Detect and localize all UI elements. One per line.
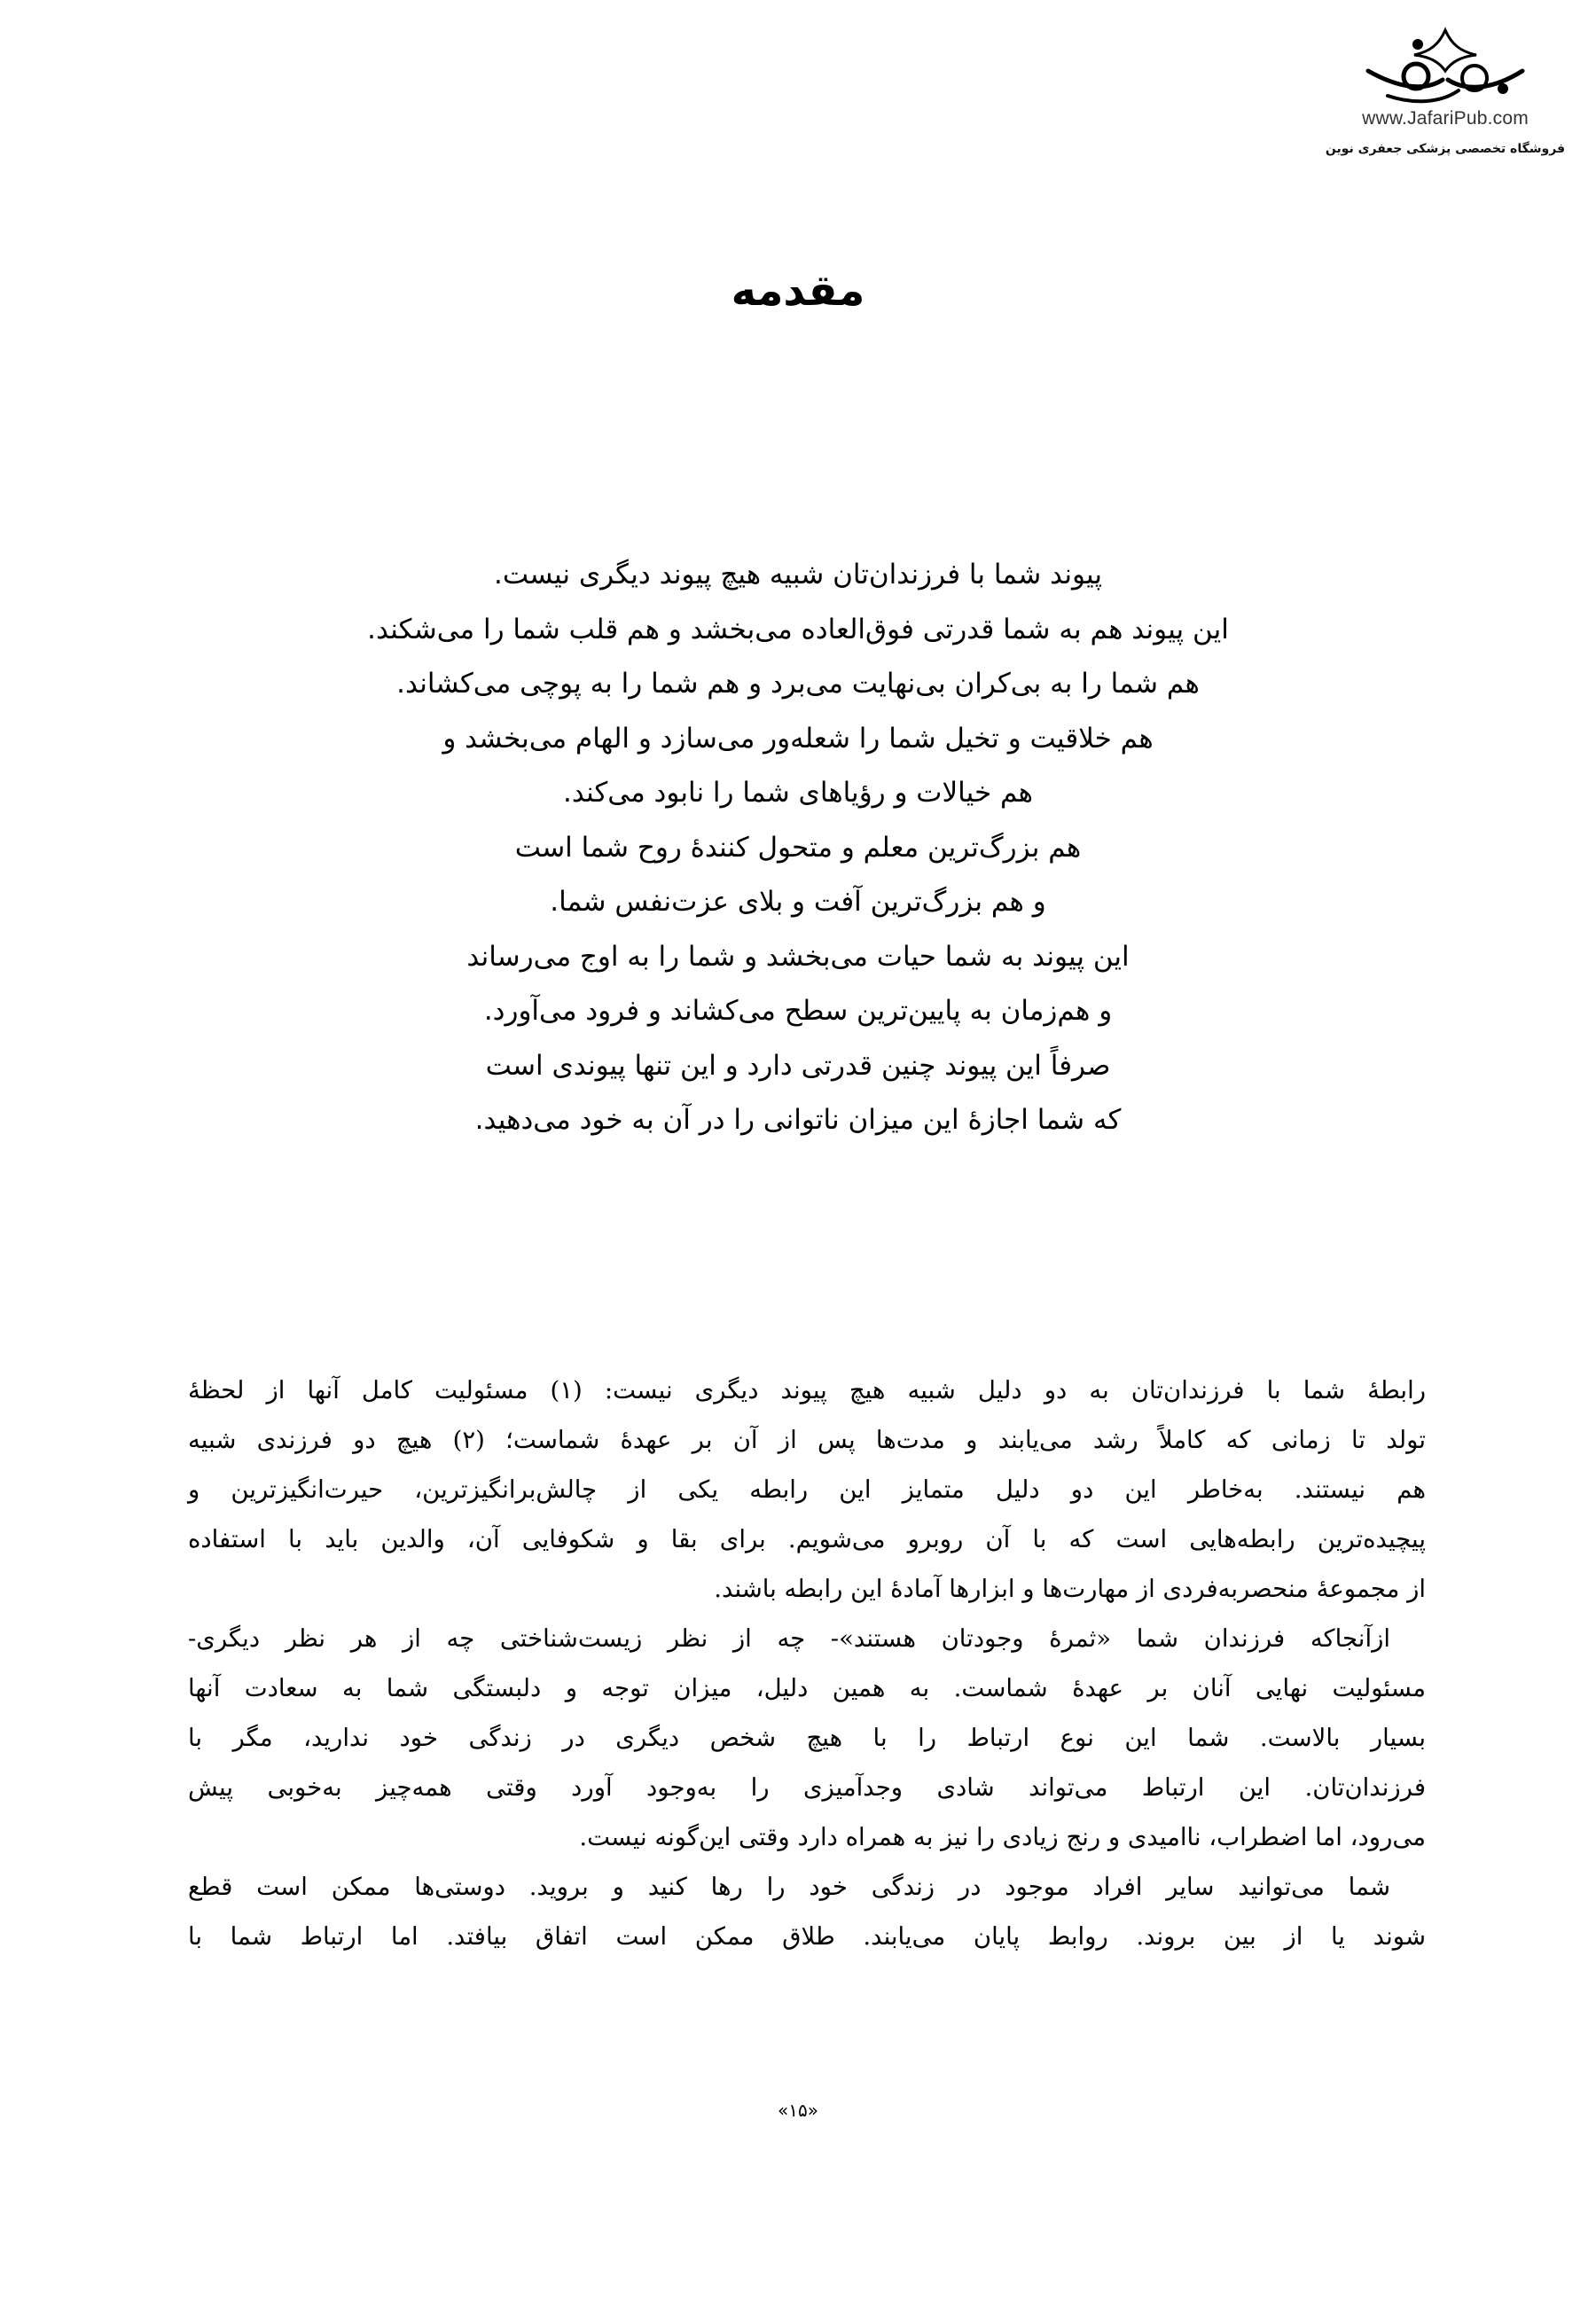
publisher-tagline: فروشگاه تخصصی پزشکی جعفری نوین (1325, 142, 1566, 156)
poem-line: هم بزرگ‌ترین معلم و متحول کنندهٔ روح شما است (514, 831, 1082, 864)
poem-line: که شما اجازهٔ این میزان ناتوانی را در آن به خود می‌دهید. (474, 1104, 1122, 1136)
page-number: «۱۵» (778, 2100, 818, 2121)
paragraph-line: می‌رود، اما اضطراب، ناامیدی و رنج زیادی را نیز به همراه دارد وقتی این‌گونه نیست. (579, 1823, 1426, 1851)
paragraph-line: پیچیده‌ترین رابطه‌هایی است که با آن روبرو می‌شویم. برای بقا و شکوفایی آن، والدین باید با استفاده (188, 1525, 1426, 1553)
poem-line: هم شما را به بی‌کران بی‌نهایت می‌برد و هم شما را به پوچی می‌کشاند. (396, 668, 1200, 700)
paragraph-line: رابطهٔ شما با فرزندان‌تان به دو دلیل شبیه هیچ پیوند دیگری نیست: (۱) مسئولیت کامل آنها از لحظهٔ (188, 1376, 1426, 1404)
body-text (188, 1365, 1426, 1961)
chapter-title: مقدمه (731, 266, 865, 316)
paragraph-line: شما می‌توانید سایر افراد موجود در زندگی خود را رها کنید و بروید. دوستی‌ها ممکن است قطع (188, 1873, 1390, 1901)
paragraph-line: ازآنجاکه فرزندان شما «ثمرهٔ وجودتان هستند»- چه از نظر زیست‌شناختی چه از هر نظر دیگری- (188, 1624, 1390, 1653)
jafari-logo-mark-icon (1361, 25, 1530, 106)
publisher-logo (1312, 25, 1578, 156)
paragraph-line: مسئولیت نهایی آنان بر عهدهٔ شماست. به همین دلیل، میزان توجه و دلبستگی شما به سعادت آنها (188, 1674, 1426, 1702)
paragraph-line: شوند یا از بین بروند. روابط پایان می‌یابند. طلاق ممکن است اتفاق بیافتد. اما ارتباط شما با (188, 1922, 1426, 1951)
poem-line: صرفاً این پیوند چنین قدرتی دارد و این تنها پیوندی است (485, 1049, 1111, 1082)
poem-line: این پیوند به شما حیات می‌بخشد و شما را به اوج می‌رساند (466, 940, 1130, 973)
epigraph-poem (266, 548, 1330, 1148)
paragraph-line: بسیار بالاست. شما این نوع ارتباط را با هیچ شخص دیگری در زندگی خود ندارید، مگر با (188, 1724, 1426, 1752)
poem-line: و هم‌زمان به پایین‌ترین سطح می‌کشاند و فرود می‌آورد. (483, 995, 1113, 1027)
paragraph-line: تولد تا زمانی که کاملاً رشد می‌یابند و مدت‌ها پس از آن بر عهدهٔ شماست؛ (۲) هیچ دو فرزندی شبیه (188, 1426, 1426, 1454)
poem-line: هم خلاقیت و تخیل شما را شعله‌ور می‌سازد و الهام می‌بخشد و (442, 722, 1154, 755)
paragraph-line: از مجموعهٔ منحصربه‌فردی از مهارت‌ها و ابزارها آمادهٔ این رابطه باشند. (714, 1575, 1426, 1603)
paragraph-line: فرزندان‌تان. این ارتباط می‌تواند شادی وجدآمیزی را به‌وجود آورد وقتی همه‌چیز به‌خوبی پیش (188, 1773, 1426, 1802)
poem-line: هم خیالات و رؤیاهای شما را نابود می‌کند. (563, 777, 1033, 809)
paragraph-line: هم نیستند. به‌خاطر این دو دلیل متمایز این رابطه یکی از چالش‌برانگیزترین، حیرت‌انگیزترین و (188, 1475, 1426, 1504)
poem-line: و هم بزرگ‌ترین آفت و بلای عزت‌نفس شما. (550, 886, 1046, 918)
poem-line: این پیوند هم به شما قدرتی فوق‌العاده می‌بخشد و هم قلب شما را می‌شکند. (367, 613, 1229, 645)
poem-line: پیوند شما با فرزندان‌تان شبیه هیچ پیوند دیگری نیست. (494, 559, 1102, 591)
publisher-url: www.JafariPub.com (1362, 108, 1529, 129)
